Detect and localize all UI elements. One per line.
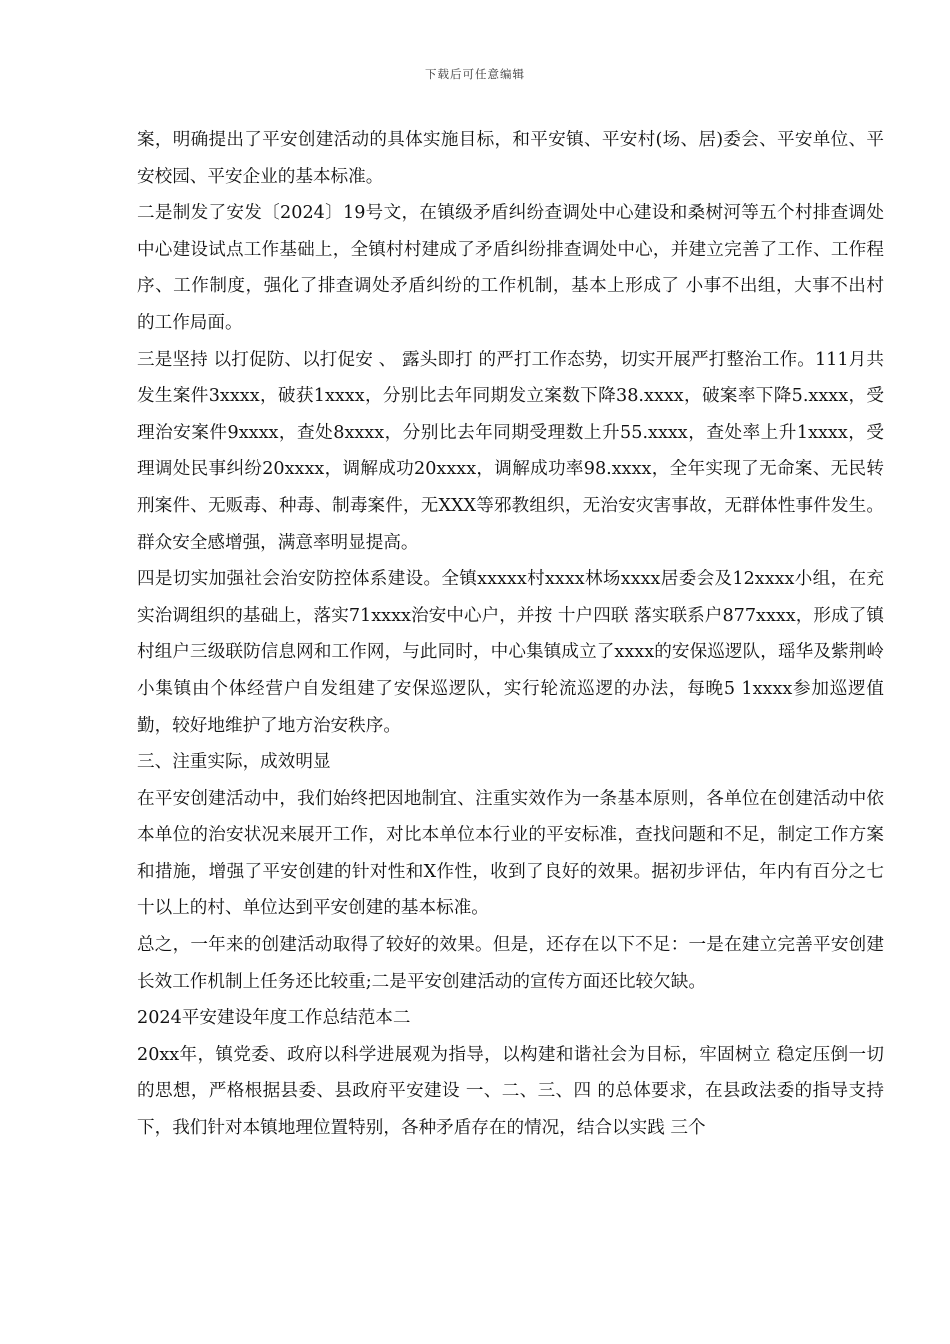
paragraph-item-four: 四是切实加强社会治安防控体系建设。全镇xxxxx村xxxx林场xxxx居委会及12xxxx小组，在充实治调组织的基础上，落实71xxxx治安中心户，并按 十户四联 落实联系户877xxxx，形成了镇村组户三级联防信息网和工作网，与此同时，中心集镇成立了xxxx的安保巡逻队，瑶华及紫荆岭小集镇由个体经营户自发组建了安保巡逻队，实行轮流巡逻的办法，每晚5 1xxxx参加巡逻值勤，较好地维护了地方治安秩序。 bbox=[137, 569, 884, 736]
paragraph-continuation: 案，明确提出了平安创建活动的具体实施目标，和平安镇、平安村(场、居)委会、平安单位、平安校园、平安企业的基本标准。 bbox=[137, 130, 884, 187]
paragraph-intro-two: 20xx年，镇党委、政府以科学进展观为指导，以构建和谐社会为目标，牢固树立 稳定压倒一切 的思想，严格根据县委、县政府平安建设 一、二、三、四 的总体要求，在县政法委的指导支持下，我们针对本镇地理位置特别，各种矛盾存在的情况，结合以实践 三个 bbox=[137, 1044, 884, 1139]
document-subtitle: 2024平安建设年度工作总结范本二 bbox=[137, 1008, 411, 1029]
paragraph-summary: 总之，一年来的创建活动取得了较好的效果。但是，还存在以下不足：一是在建立完善平安创建长效工作机制上任务还比较重;二是平安创建活动的宣传方面还比较欠缺。 bbox=[137, 935, 884, 992]
page-header: 下载后可任意编辑 bbox=[425, 67, 525, 81]
paragraph-item-three: 三是坚持 以打促防、以打促安 、 露头即打 的严打工作态势，切实开展严打整治工作。111月共发生案件3xxxx，破获1xxxx，分别比去年同期发立案数下降38.xxxx，破案率下降5.xxxx，受理治安案件9xxxx，查处8xxxx，分别比去年同期受理数上升55.xxxx，查处率上升1xxxx，受理调处民事纠纷20xxxx，调解成功20xxxx，调解成功率98.xxxx，全年实现了无命案、无民转刑案件、无贩毒、种毒、制毒案件，无XXX等邪教组织，无治安灾害事故，无群体性事件发生。群众安全感增强，满意率明显提高。 bbox=[137, 349, 884, 553]
paragraph-practice: 在平安创建活动中，我们始终把因地制宜、注重实效作为一条基本原则，各单位在创建活动中依本单位的治安状况来展开工作，对比本单位本行业的平安标准，查找问题和不足，制定工作方案和措施，增强了平安创建的针对性和X作性，收到了良好的效果。据初步评估，年内有百分之七十以上的村、单位达到平安创建的基本标准。 bbox=[137, 788, 884, 919]
document-body bbox=[137, 122, 884, 1147]
section-heading: 三、注重实际，成效明显 bbox=[137, 752, 331, 773]
paragraph-item-two: 二是制发了安发〔2024〕19号文，在镇级矛盾纠纷查调处中心建设和桑树河等五个村排查调处中心建设试点工作基础上，全镇村村建成了矛盾纠纷排查调处中心，并建立完善了工作、工作程序、工作制度，强化了排查调处矛盾纠纷的工作机制，基本上形成了 小事不出组，大事不出村 的工作局面。 bbox=[137, 203, 884, 333]
